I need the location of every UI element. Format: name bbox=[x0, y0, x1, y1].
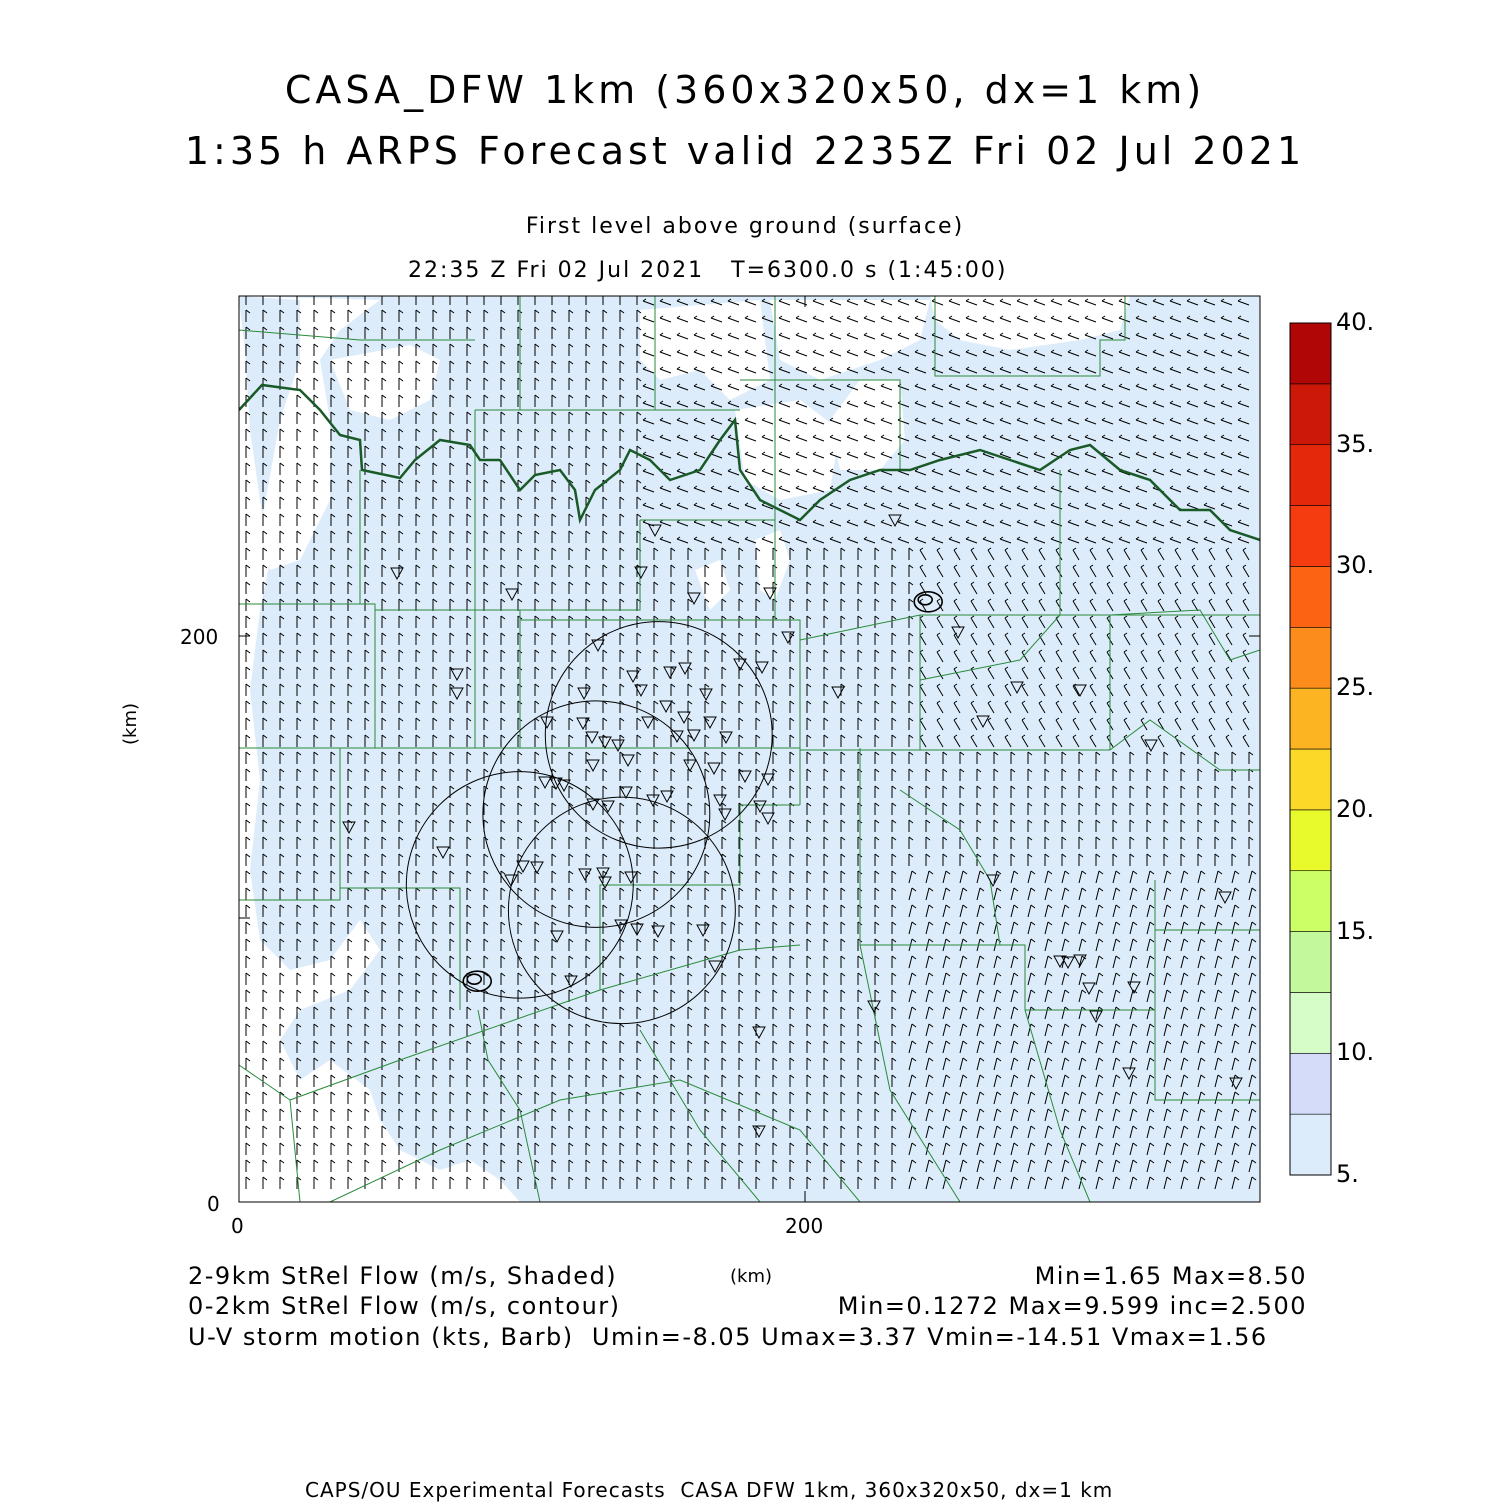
plot-area bbox=[239, 293, 1260, 1202]
colorbar-bin-7 bbox=[1290, 749, 1331, 810]
legend-contour: 0-2km StRel Flow (m/s, contour) bbox=[188, 1292, 621, 1320]
colorbar-bin-9 bbox=[1290, 627, 1331, 688]
legend-barb: U-V storm motion (kts, Barb) Umin=-8.05 Umax=3.37 Vmin=-14.51 Vmax=1.56 bbox=[188, 1323, 1268, 1351]
colorbar bbox=[1290, 323, 1331, 1175]
colorbar-tick-4: 25. bbox=[1336, 673, 1375, 702]
legend-contour-minmax: Min=0.1272 Max=9.599 inc=2.500 bbox=[837, 1292, 1307, 1320]
colorbar-bin-1 bbox=[1290, 1114, 1331, 1175]
valid-time-subtitle: 22:35 Z Fri 02 Jul 2021 T=6300.0 s (1:45:00) bbox=[408, 258, 1008, 283]
y-axis-label: (km) bbox=[120, 702, 141, 745]
colorbar-bin-13 bbox=[1290, 384, 1331, 445]
title-line-2: 1:35 h ARPS Forecast valid 2235Z Fri 02 Jul 2021 bbox=[184, 129, 1306, 173]
colorbar-tick-2: 15. bbox=[1336, 916, 1375, 945]
colorbar-bin-2 bbox=[1290, 1053, 1331, 1114]
colorbar-tick-3: 20. bbox=[1336, 794, 1375, 823]
level-subtitle: First level above ground (surface) bbox=[525, 214, 965, 239]
colorbar-bin-10 bbox=[1290, 566, 1331, 627]
colorbar-bin-4 bbox=[1290, 932, 1331, 993]
colorbar-tick-5: 30. bbox=[1336, 551, 1375, 580]
title-line-1: CASA_DFW 1km (360x320x50, dx=1 km) bbox=[284, 68, 1206, 112]
colorbar-tick-0: 5. bbox=[1336, 1160, 1359, 1188]
colorbar-bin-3 bbox=[1290, 992, 1331, 1053]
colorbar-bin-11 bbox=[1290, 506, 1331, 567]
colorbar-bin-6 bbox=[1290, 810, 1331, 871]
colorbar-tick-1: 10. bbox=[1336, 1038, 1375, 1067]
colorbar-bin-12 bbox=[1290, 445, 1331, 506]
legend-shaded: 2-9km StRel Flow (m/s, Shaded) bbox=[188, 1262, 618, 1290]
colorbar-tick-6: 35. bbox=[1336, 429, 1375, 458]
colorbar-bin-8 bbox=[1290, 688, 1331, 749]
x-axis-label: (km) bbox=[730, 1266, 773, 1287]
y-tick-200: 200 bbox=[180, 625, 219, 649]
legend-shaded-minmax: Min=1.65 Max=8.50 bbox=[1034, 1262, 1307, 1290]
x-tick-0: 0 bbox=[231, 1214, 244, 1238]
colorbar-bin-14 bbox=[1290, 323, 1331, 384]
y-tick-0: 0 bbox=[207, 1192, 220, 1216]
x-tick-200: 200 bbox=[785, 1214, 824, 1238]
footer-credit: CAPS/OU Experimental Forecasts CASA DFW 1km, 360x320x50, dx=1 km bbox=[305, 1478, 1114, 1502]
colorbar-tick-7: 40. bbox=[1336, 308, 1375, 336]
colorbar-bin-5 bbox=[1290, 871, 1331, 932]
